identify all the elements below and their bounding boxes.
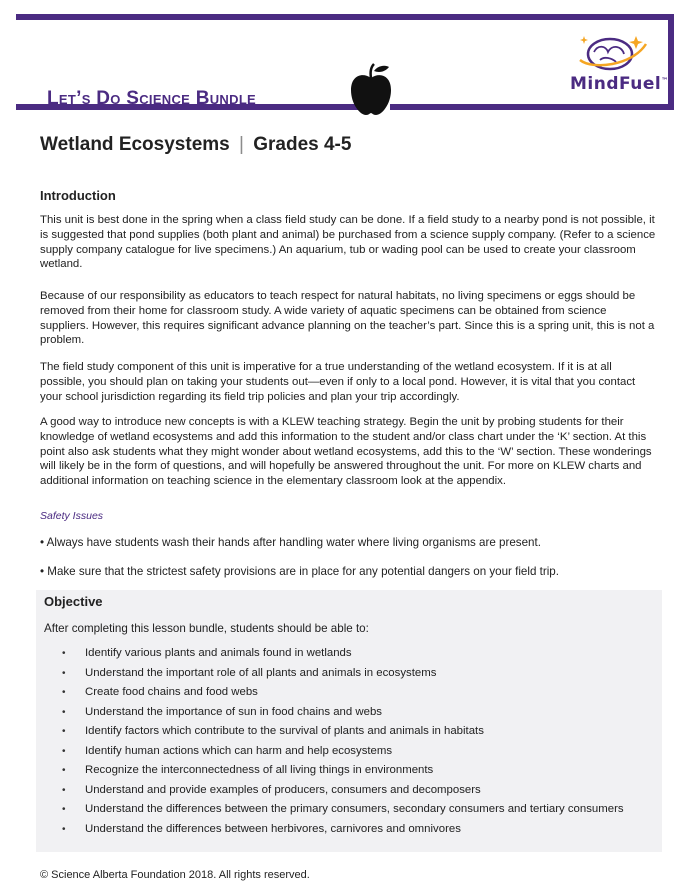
objective-item: • Understand and provide examples of producers, consumers and decomposers xyxy=(62,784,642,797)
logo-wordmark: MindFuel™ xyxy=(570,74,669,94)
objective-item: • Understand the importance of sun in food chains and webs xyxy=(62,706,642,719)
objective-item: • Identify factors which contribute to the survival of plants and animals in habitats xyxy=(62,725,642,738)
objective-intro: After completing this lesson bundle, students should be able to: xyxy=(44,622,369,635)
objective-item: • Create food chains and food webs xyxy=(62,686,642,699)
page-title-topic: Wetland Ecosystems xyxy=(40,134,230,155)
safety-item: • Always have students wash their hands after handling water where living organisms are present. xyxy=(40,536,541,549)
objective-list xyxy=(62,647,642,842)
objective-item: • Understand the differences between the primary consumers, secondary consumers and tertiary consumers xyxy=(62,803,642,816)
objective-item: • Identify human actions which can harm and help ecosystems xyxy=(62,745,642,758)
title-separator: | xyxy=(239,134,244,155)
safety-issues-label: Safety Issues xyxy=(40,510,104,522)
page-title xyxy=(40,134,351,156)
intro-paragraph-3: The field study component of this unit is imperative for a true understanding of the wetland ecosystem. If it is at all possible, you should plan on taking your students out—even if only to a local pond. However, it is vital that you contact your school jurisdiction regarding its field trip policies and plan your trip accordingly. xyxy=(40,361,636,403)
objective-heading: Objective xyxy=(44,594,103,609)
header-underline-right xyxy=(390,104,674,110)
objective-item: • Identify various plants and animals found in wetlands xyxy=(62,647,642,660)
intro-paragraph-2: Because of our responsibility as educators to teach respect for natural habitats, no living specimens or eggs should be removed from their home for classroom study. A wide variety of aquatic specimens can be obtained from science suppliers. However, this requires significant advance planning on the teacher’s part. Since this is a spring unit, this is not a problem. xyxy=(40,290,655,347)
objective-item: • Understand the differences between herbivores, carnivores and omnivores xyxy=(62,823,642,836)
safety-item: • Make sure that the strictest safety provisions are in place for any potential dangers on your field trip. xyxy=(40,565,559,578)
apple-icon xyxy=(348,62,394,116)
objective-item: • Recognize the interconnectedness of all living things in environments xyxy=(62,764,642,777)
bundle-title: Let’s Do Science Bundle xyxy=(47,88,257,109)
intro-paragraph-1: This unit is best done in the spring when a class field study can be done. If a field study to a nearby pond is not possible, it is suggested that pond supplies (both plant and animal) be purchased from a science supply company. (Refer to a science supply company catalogue for live specimens.) An aquarium, tub or wading pool can be used to create your classroom wetland. xyxy=(40,214,656,271)
introduction-heading: Introduction xyxy=(40,188,116,203)
page-title-grades: Grades 4-5 xyxy=(253,134,352,155)
copyright-footer: © Science Alberta Foundation 2018. All rights reserved. xyxy=(40,869,310,881)
objective-item: • Understand the important role of all plants and animals in ecosystems xyxy=(62,667,642,680)
intro-paragraph-4: A good way to introduce new concepts is with a KLEW teaching strategy. Begin the unit by probing students for their knowledge of wetland ecosystems and add this information to the student and/or class chart under the ‘K’ section. At this point also ask students what they might wonder about wetland ecosystems, add this to the ‘W’ section. These wonderings will likely be in the form of questions, and will hopefully be answered throughout the unit. For more on KLEW charts and additional information on teaching science in the elementary classroom look at the appendix. xyxy=(40,416,652,488)
